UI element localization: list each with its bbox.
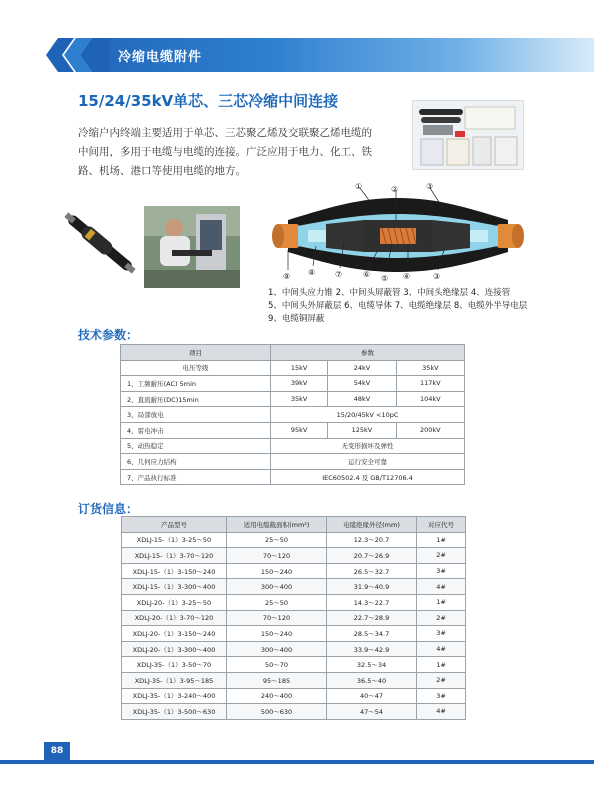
section-title-order: 订货信息： xyxy=(78,502,139,516)
table-header: 产品型号 xyxy=(122,517,227,533)
page-header xyxy=(0,38,594,72)
table-cell: 500～630 xyxy=(227,704,327,720)
table-cell: 2、直流耐压(DC)15min xyxy=(121,391,271,407)
table-cell: 14.3～22.7 xyxy=(327,594,417,610)
table-cell: 39kV xyxy=(271,376,328,392)
table-cell: 50～70 xyxy=(227,657,327,673)
order-info-table xyxy=(121,516,466,720)
table-cell: IEC60502.4 及 GB/T12706.4 xyxy=(271,469,465,485)
table-row xyxy=(122,579,466,595)
table-cell: 54kV xyxy=(328,376,396,392)
table-cell: 3# xyxy=(417,563,466,579)
table-cell: XDLJ-20-（1）3-300～400 xyxy=(122,641,227,657)
table-cell: XDLJ-35-（1）3-95～185 xyxy=(122,672,227,688)
table-cell: 24kV xyxy=(328,360,396,376)
table-cell: 95kV xyxy=(271,422,328,438)
table-cell: 33.9～42.9 xyxy=(327,641,417,657)
table-row xyxy=(122,532,466,548)
table-cell: 150～240 xyxy=(227,563,327,579)
table-cell: 25～50 xyxy=(227,594,327,610)
table-cell: 4# xyxy=(417,704,466,720)
table-cell: 70～120 xyxy=(227,548,327,564)
callout-bottom-7: ⑦ xyxy=(335,270,343,279)
table-cell: 2# xyxy=(417,672,466,688)
table-cell: 300～400 xyxy=(227,579,327,595)
table-cell: 4、雷电冲击 xyxy=(121,422,271,438)
table-row xyxy=(121,469,465,485)
table-cell: 1、工频耐压(AC) 5min xyxy=(121,376,271,392)
tech-params-table xyxy=(120,344,465,485)
table-cell: 36.5～40 xyxy=(327,672,417,688)
table-cell: 1# xyxy=(417,594,466,610)
table-row xyxy=(122,657,466,673)
page-number: 88 xyxy=(44,742,70,760)
callout-bottom-3: ③ xyxy=(433,272,441,281)
legend-line: 9、电缆铜屏蔽 xyxy=(268,314,325,324)
table-cell: 3# xyxy=(417,688,466,704)
table-cell: 31.9～40.9 xyxy=(327,579,417,595)
table-cell: 200kV xyxy=(396,422,464,438)
table-cell: 40～47 xyxy=(327,688,417,704)
callout-top-2: ② xyxy=(391,185,399,194)
table-cell: 运行安全可靠 xyxy=(271,454,465,470)
table-cell: XDLJ-35-（1）3-240～400 xyxy=(122,688,227,704)
table-row xyxy=(122,594,466,610)
joint-cross-section-diagram xyxy=(268,180,528,285)
table-cell: 26.5～32.7 xyxy=(327,563,417,579)
table-row xyxy=(121,422,465,438)
intro-paragraph: 冷缩户内终端主要适用于单芯、三芯聚乙烯及交联聚乙烯电缆的中间用，多用于电缆与电缆的连接。广泛应用于电力、化工、铁路、机场、港口等使用电缆的地方。 xyxy=(78,127,372,177)
table-cell: 2# xyxy=(417,548,466,564)
table-cell: 4# xyxy=(417,579,466,595)
table-header: 适用电缆截面积(mm²) xyxy=(227,517,327,533)
table-row xyxy=(121,407,465,423)
table-cell: 无变形损坏及弹性 xyxy=(271,438,465,454)
cable-joint-photo xyxy=(64,200,136,286)
table-cell: 48kV xyxy=(328,391,396,407)
table-cell: 7、产品执行标准 xyxy=(121,469,271,485)
table-cell: 电压等级 xyxy=(121,360,271,376)
table-cell: 150～240 xyxy=(227,626,327,642)
table-cell: 22.7～28.9 xyxy=(327,610,417,626)
legend-line: 5、中间头外屏蔽层 6、电缆导体 7、电缆绝缘层 8、电缆外半导电层 xyxy=(268,301,528,311)
product-kit-photo xyxy=(412,100,524,170)
table-cell: XDLJ-15-（1）3-70～120 xyxy=(122,548,227,564)
table-cell: 12.3～20.7 xyxy=(327,532,417,548)
table-cell: 1# xyxy=(417,532,466,548)
callout-bottom-4: ④ xyxy=(403,272,411,281)
table-row xyxy=(121,376,465,392)
table-cell: 3、局部放电 xyxy=(121,407,271,423)
table-cell: 1# xyxy=(417,657,466,673)
table-cell: 47～54 xyxy=(327,704,417,720)
table-cell: XDLJ-15-（1）3-300～400 xyxy=(122,579,227,595)
table-header: 参数 xyxy=(271,345,465,361)
table-cell: 20.7～26.9 xyxy=(327,548,417,564)
table-cell: 35kV xyxy=(396,360,464,376)
table-row xyxy=(122,688,466,704)
table-row xyxy=(122,548,466,564)
table-row xyxy=(122,626,466,642)
table-cell: 117kV xyxy=(396,376,464,392)
table-cell: XDLJ-15-（1）3-25～50 xyxy=(122,532,227,548)
installation-photo xyxy=(144,206,240,288)
table-row xyxy=(122,610,466,626)
table-cell: 2# xyxy=(417,610,466,626)
legend-line: 1、中间头应力锥 2、中间头屏蔽管 3、中间头绝缘层 4、连接管 xyxy=(268,288,511,298)
table-row xyxy=(121,391,465,407)
table-cell: XDLJ-35-（1）3-50～70 xyxy=(122,657,227,673)
table-cell: XDLJ-20-（1）3-150～240 xyxy=(122,626,227,642)
table-header: 项目 xyxy=(121,345,271,361)
table-cell: 125kV xyxy=(328,422,396,438)
table-cell: XDLJ-15-（1）3-150～240 xyxy=(122,563,227,579)
table-cell: 15/20/45kV <10pC xyxy=(271,407,465,423)
callout-bottom-5: ⑤ xyxy=(381,274,389,283)
table-row xyxy=(122,563,466,579)
footer-rule xyxy=(0,760,594,764)
diagram-legend xyxy=(268,287,568,326)
page-title: 15/24/35kV单芯、三芯冷缩中间连接 xyxy=(78,92,339,110)
callout-bottom-9: ⑨ xyxy=(283,272,291,281)
table-cell: 95～185 xyxy=(227,672,327,688)
table-cell: 240～400 xyxy=(227,688,327,704)
table-cell: 32.5～34 xyxy=(327,657,417,673)
table-cell: 35kV xyxy=(271,391,328,407)
table-row xyxy=(121,360,465,376)
table-cell: 6、几何应力结构 xyxy=(121,454,271,470)
table-cell: XDLJ-20-（1）3-70～120 xyxy=(122,610,227,626)
section-title-tech: 技术参数： xyxy=(78,328,139,342)
table-cell: 104kV xyxy=(396,391,464,407)
table-cell: 25～50 xyxy=(227,532,327,548)
table-cell: XDLJ-35-（1）3-500～630 xyxy=(122,704,227,720)
callout-bottom-6: ⑥ xyxy=(363,270,371,279)
table-cell: 3# xyxy=(417,626,466,642)
table-cell: 15kV xyxy=(271,360,328,376)
table-row xyxy=(122,704,466,720)
table-cell: 28.5～34.7 xyxy=(327,626,417,642)
table-row xyxy=(121,438,465,454)
callout-top-3: ③ xyxy=(426,182,434,191)
table-cell: 300～400 xyxy=(227,641,327,657)
table-row xyxy=(122,641,466,657)
chevron-left-icon xyxy=(40,38,110,72)
table-row xyxy=(122,672,466,688)
table-cell: 4# xyxy=(417,641,466,657)
callout-top-1: ① xyxy=(355,182,363,191)
table-cell: XDLJ-20-（1）3-25～50 xyxy=(122,594,227,610)
header-title: 冷缩电缆附件 xyxy=(118,50,203,65)
table-header: 对应代号 xyxy=(417,517,466,533)
table-cell: 70～120 xyxy=(227,610,327,626)
table-cell: 5、动热稳定 xyxy=(121,438,271,454)
table-header: 电缆绝缘外径(mm) xyxy=(327,517,417,533)
table-row xyxy=(121,454,465,470)
callout-bottom-8: ⑧ xyxy=(308,268,316,277)
